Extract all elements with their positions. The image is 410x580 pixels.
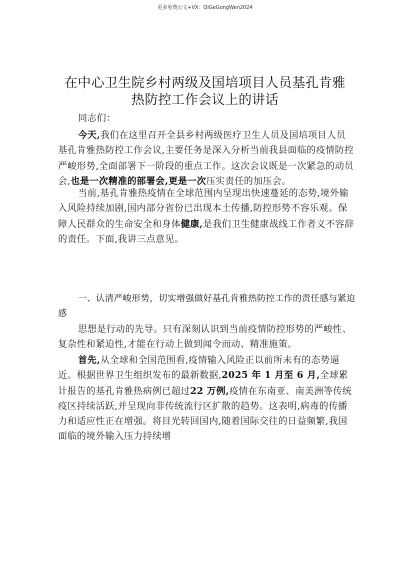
paragraph-opening-bold-1: 也是一次精准的部署会, [70, 175, 169, 187]
paragraph-thought: 思想是行动的先导。只有深刻认识到当前疫情防控形势的严峻性、复杂性和紧迫性,才能在行动上做到闻令而动、精准施策。 [58, 324, 352, 351]
header-note: 更多免费公文+VX：QiGeGongWen2024 [157, 5, 253, 11]
paragraph-opening-lead: 今天, [78, 130, 101, 141]
document-title: 在中心卫生院乡村两级及国培项目人员基孔肯雅热防控工作会议上的讲话 [64, 76, 346, 108]
paragraph-first-point [58, 353, 354, 445]
paragraph-first-point-lead: 首先, [78, 355, 101, 366]
paragraph-opening-body: 我们在这里召开全县乡村两级医疗卫生人员及国培项目人员基孔肯雅热防控工作会议,主要任务是深入分析当前我县面临的疫情防控严峻形势,全面部署下一阶段的重点工作。这次会议既是一次紧急的动员会, [58, 130, 354, 187]
paragraph-opening-tail: 压实责任的加压会。 [206, 175, 292, 187]
paragraph-situation [58, 186, 354, 247]
paragraph-first-point-bold-1: 2025 年 1 月至 6 月, [221, 370, 320, 382]
section-heading-1: 一、认清严峻形势，切实增强做好基孔肯雅热防控工作的责任感与紧迫感 [58, 294, 356, 319]
paragraph-first-point-body-3: 疫情在东南亚、南美洲等传统疫区持续活跃,并呈现向非传统流行区扩散的趋势。这表明,病毒的传播力和适应性正在增强。将目光转回国内,随着国际交往的日益频繁,我国面临的境外输入压力持续增 [58, 385, 352, 443]
paragraph-first-point-bold-2: 22 万例, [190, 385, 230, 397]
paragraph-first-point-body-1: 从全球和全国范围看,疫情输入风险正以前所未有的态势逼近。根据世界卫生组织发布的最新数据, [58, 355, 340, 382]
paragraph-opening-bold-2: 更是一次 [168, 175, 207, 187]
paragraph-opening [58, 128, 354, 189]
salutation: 同志们： [78, 113, 116, 124]
paragraph-situation-tail: 是我们卫生健康战线工作者义不容辞的责任。下面,我讲三点意见。 [58, 218, 355, 245]
paragraph-situation-bold: 健康, [180, 218, 204, 230]
paragraph-situation-body: 当前,基孔肯雅热疫情在全球范围内呈现出快速蔓延的态势,境外输入风险持续加剧,国内部分省份已出现本土传播,防控形势不容乐观。保障人民群众的生命安全和身体 [58, 188, 349, 230]
paragraph-first-point-body-2: 全球累计报告的基孔肯雅热病例已超过 [58, 370, 349, 397]
